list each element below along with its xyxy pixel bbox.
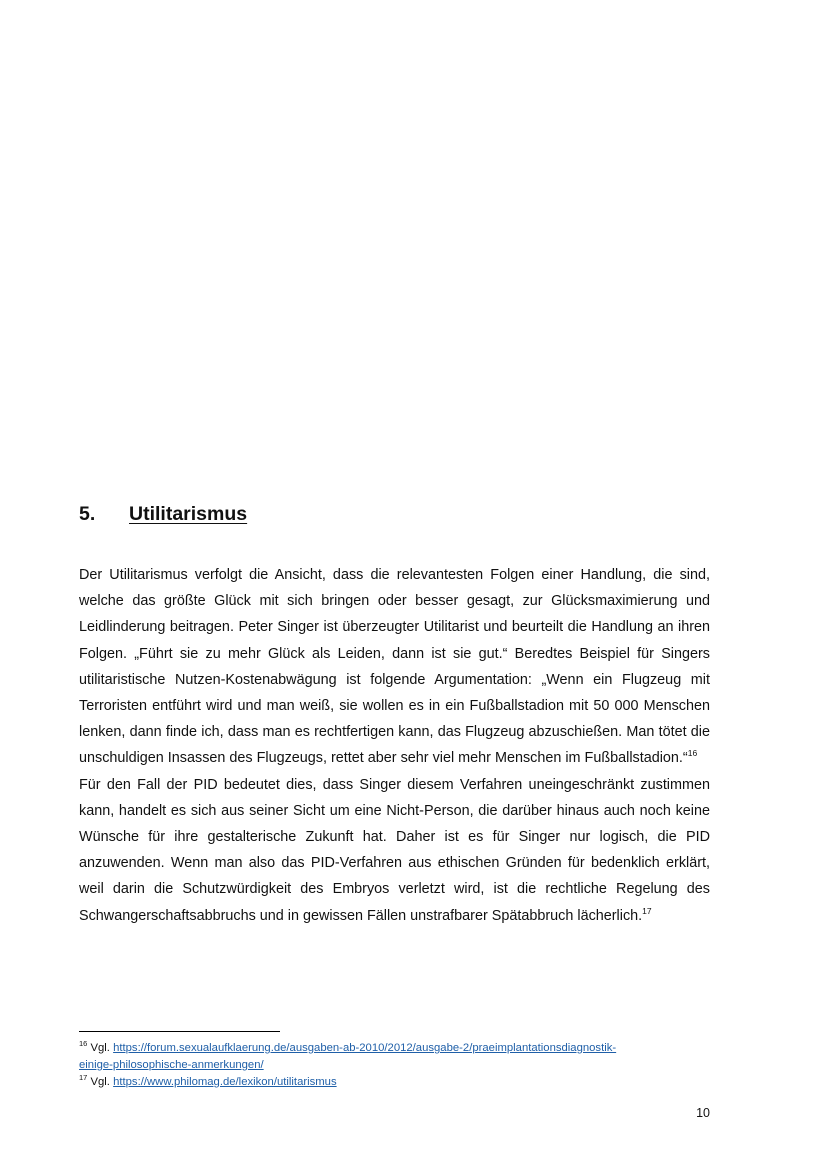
footnote-number: 16 (79, 1039, 88, 1049)
paragraph (79, 772, 710, 929)
footnote-reference[interactable]: 17 (642, 905, 652, 916)
footnote-link[interactable]: https://www.philomag.de/lexikon/utilitarismus (113, 1076, 337, 1088)
footnote-prefix: Vgl. (90, 1076, 110, 1088)
section-heading (79, 500, 247, 528)
footnote-link-line[interactable]: https://forum.sexualaufklaerung.de/ausgaben-ab-2010/2012/ausgabe-2/praeimplantationsdiagnostik- (113, 1042, 617, 1054)
footnotes (79, 1040, 719, 1091)
paragraph-text: Der Utilitarismus verfolgt die Ansicht, dass die relevantesten Folgen einer Handlung, die sind, welche das größte Glück mit sich bringen oder besser gesagt, zur Glücksmaximierung und Leidlinderung beitragen. Peter Singer ist überzeugter Utilitarist und beurteilt die Handlung an ihren Folgen. „Führt sie zu mehr Glück als Leiden, dann ist sie gut.“ Beredtes Beispiel für Singers utilitaristische Nutzen-Kostenabwägung ist folgende Argumentation: „Wenn ein Flugzeug mit Terroristen entführt wird und man weiß, sie wollen es in ein Fußballstadion mit 50 000 Menschen lenken, dann finde ich, dass man es rechtfertigen kann, das Flugzeug abzuschießen. Man tötet die unschuldigen Insassen des Flugzeugs, rettet aber sehr viel mehr Menschen im Fußballstadion.“ (79, 567, 710, 767)
section-number: 5. (79, 503, 96, 525)
footnote-link-line[interactable]: einige-philosophische-anmerkungen/ (79, 1059, 264, 1071)
footnote-prefix: Vgl. (90, 1042, 110, 1054)
footnote-separator (79, 1031, 280, 1032)
section-title: Utilitarismus (129, 503, 248, 525)
footnote (79, 1040, 719, 1074)
footnote (79, 1074, 719, 1091)
footnote-number: 17 (79, 1073, 88, 1083)
footnote-link[interactable] (79, 1042, 616, 1071)
footnote-reference[interactable]: 16 (687, 748, 698, 759)
page-number: 10 (696, 1106, 710, 1120)
body-text (79, 562, 710, 929)
paragraph-text: Für den Fall der PID bedeutet dies, dass Singer diesem Verfahren uneingeschränkt zustimmen kann, handelt es sich aus seiner Sicht um eine Nicht-Person, die darüber hinaus auch noch keine Wünsche für ihre gestalterische Zukunft hat. Daher ist es für Singer nur logisch, die PID anzuwenden. Wenn man also das PID-Verfahren aus ethischen Gründen für bedenklich erklärt, weil darin die Schutzwürdigkeit des Embryos verletzt wird, ist die rechtliche Regelung des Schwangerschaftsabbruchs und in gewissen Fällen unstrafbarer Spätabbruch lächerlich. (79, 776, 710, 924)
paragraph (79, 562, 710, 772)
